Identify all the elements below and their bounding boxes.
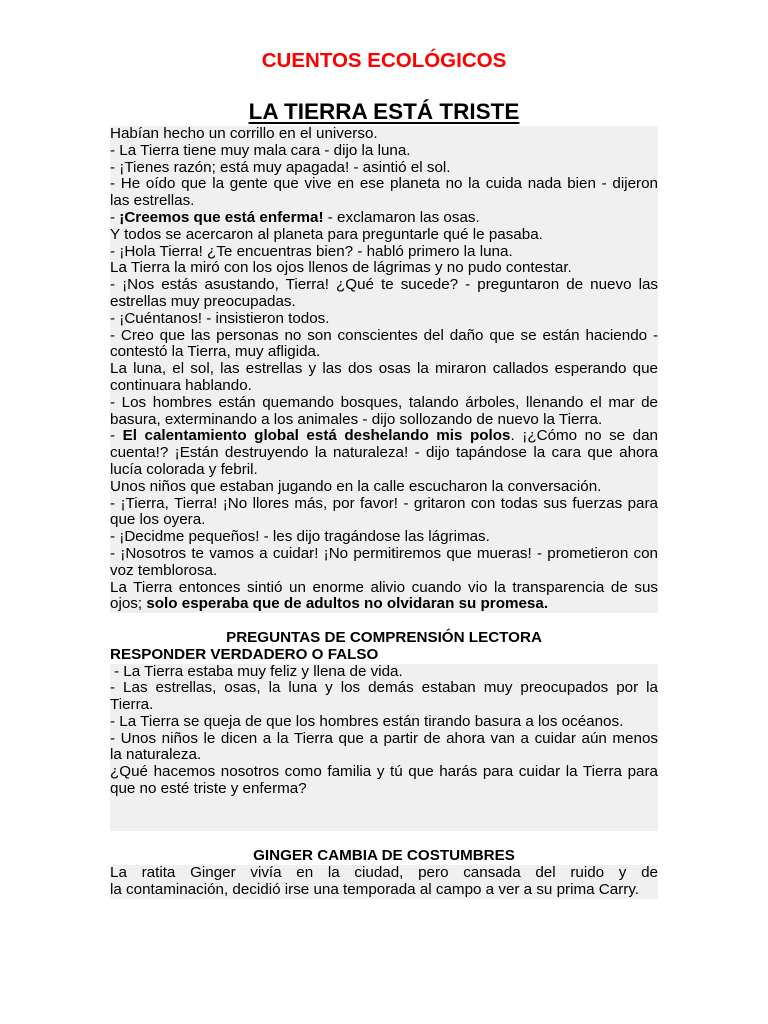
story-line: - ¡Decidme pequeños! - les dijo tragándose las lágrimas. xyxy=(110,528,490,546)
story-line: La luna, el sol, las estrellas y las dos osas la miraron callados esperando que xyxy=(110,360,658,378)
story-line: la contaminación, decidió irse una temporada al campo a ver a su prima Carry. xyxy=(110,880,640,898)
story-line: - Los hombres están quemando bosques, talando árboles, llenando el mar de xyxy=(110,393,658,411)
story-line: las estrellas. xyxy=(110,192,195,210)
story-line: - ¡Nosotros te vamos a cuidar! ¡No permitiremos que mueras! - prometieron con xyxy=(110,544,658,562)
line-text: ojos; xyxy=(110,595,147,613)
questions-heading: PREGUNTAS DE COMPRENSIÓN LECTORA xyxy=(226,628,542,646)
story-line: Y todos se acercaron al planeta para preguntarle qué le pasaba. xyxy=(110,225,543,243)
true-false-statement: - Las estrellas, osas, la luna y los demás estaban muy preocupados por la xyxy=(110,679,658,697)
story2-title: GINGER CAMBIA DE COSTUMBRES xyxy=(253,847,515,865)
line-text: . ¡¿Cómo no se dan xyxy=(510,427,659,445)
story2-text xyxy=(110,865,658,899)
true-false-statement: - La Tierra se queja de que los hombres están tirando basura a los océanos. xyxy=(110,712,624,730)
line-text: - xyxy=(110,208,120,226)
story-line: - ¡Hola Tierra! ¿Te encuentras bien? - habló primero la luna. xyxy=(110,242,513,260)
line-text: - exclamaron las osas. xyxy=(323,208,480,226)
emphasis-text: ¡Creemos que está enferma! xyxy=(119,208,324,226)
blank-line xyxy=(110,831,658,848)
story-line: lucía colorada y febril. xyxy=(110,460,258,478)
story-line: - Creo que las personas no son conscientes del daño que se están haciendo - xyxy=(110,326,658,344)
document-title: CUENTOS ECOLÓGICOS xyxy=(261,49,507,72)
story-line: contestó la Tierra, muy afligida. xyxy=(110,343,321,361)
questions-block xyxy=(110,664,658,832)
story-line: continuara hablando. xyxy=(110,376,252,394)
document-body xyxy=(110,126,658,899)
open-question: ¿Qué hacemos nosotros como familia y tú que harás para cuidar la Tierra para xyxy=(110,763,658,781)
blank-line xyxy=(110,613,658,630)
true-false-statement: - La Tierra estaba muy feliz y llena de vida. xyxy=(114,662,403,680)
story-line: estrellas muy preocupadas. xyxy=(110,292,296,310)
story-line xyxy=(110,210,658,227)
story-line: - ¡Cuéntanos! - insistieron todos. xyxy=(110,309,330,327)
story-line: La Tierra la miró con los ojos llenos de lágrimas y no pudo contestar. xyxy=(110,259,572,277)
story-line: Unos niños que estaban jugando en la calle escucharon la conversación. xyxy=(110,477,602,495)
open-question: que no esté triste y enferma? xyxy=(110,780,307,798)
story-line: - ¡Tienes razón; está muy apagada! - asintió el sol. xyxy=(110,158,451,176)
story-title-text: LA TIERRA ESTÁ TRISTE xyxy=(248,99,520,124)
story-line: cuenta!? ¡Están destruyendo la naturaleza! - dijo tapándose la cara que ahora xyxy=(110,444,658,462)
story-title xyxy=(0,99,768,125)
emphasis-text: El calentamiento global está deshelando mis polos xyxy=(122,427,511,445)
true-false-statement: Tierra. xyxy=(110,696,154,714)
answer-space xyxy=(110,798,658,815)
story-line xyxy=(110,596,658,613)
emphasis-text: solo esperaba que de adultos no olvidaran su promesa. xyxy=(146,595,549,613)
story-line: que los oyera. xyxy=(110,511,206,529)
true-false-statement: - Unos niños le dicen a la Tierra que a partir de ahora van a cuidar aún menos xyxy=(110,729,658,747)
questions-instruction: RESPONDER VERDADERO O FALSO xyxy=(110,645,379,663)
story-line: - ¡Tierra, Tierra! ¡No llores más, por favor! - gritaron con todas sus fuerzas para xyxy=(110,494,658,512)
story-line: - ¡Nos estás asustando, Tierra! ¿Qué te sucede? - preguntaron de nuevo las xyxy=(110,276,658,294)
story-line: La ratita Ginger vivía en la ciudad, pero cansada del ruido y de xyxy=(110,864,658,882)
story-line: - La Tierra tiene muy mala cara - dijo la luna. xyxy=(110,141,411,159)
answer-space xyxy=(110,815,658,832)
story-line: La Tierra entonces sintió un enorme alivio cuando vio la transparencia de sus xyxy=(110,578,658,596)
true-false-statement: la naturaleza. xyxy=(110,746,202,764)
story-line: basura, exterminando a los animales - dijo sollozando de nuevo la Tierra. xyxy=(110,410,603,428)
story-line: voz temblorosa. xyxy=(110,561,218,579)
line-text: - xyxy=(110,427,123,445)
story-line: - He oído que la gente que vive en ese planeta no la cuida nada bien - dijeron xyxy=(110,175,658,193)
story-line: Habían hecho un corrillo en el universo. xyxy=(110,125,378,142)
story-line xyxy=(110,428,658,445)
story-text xyxy=(110,126,658,613)
